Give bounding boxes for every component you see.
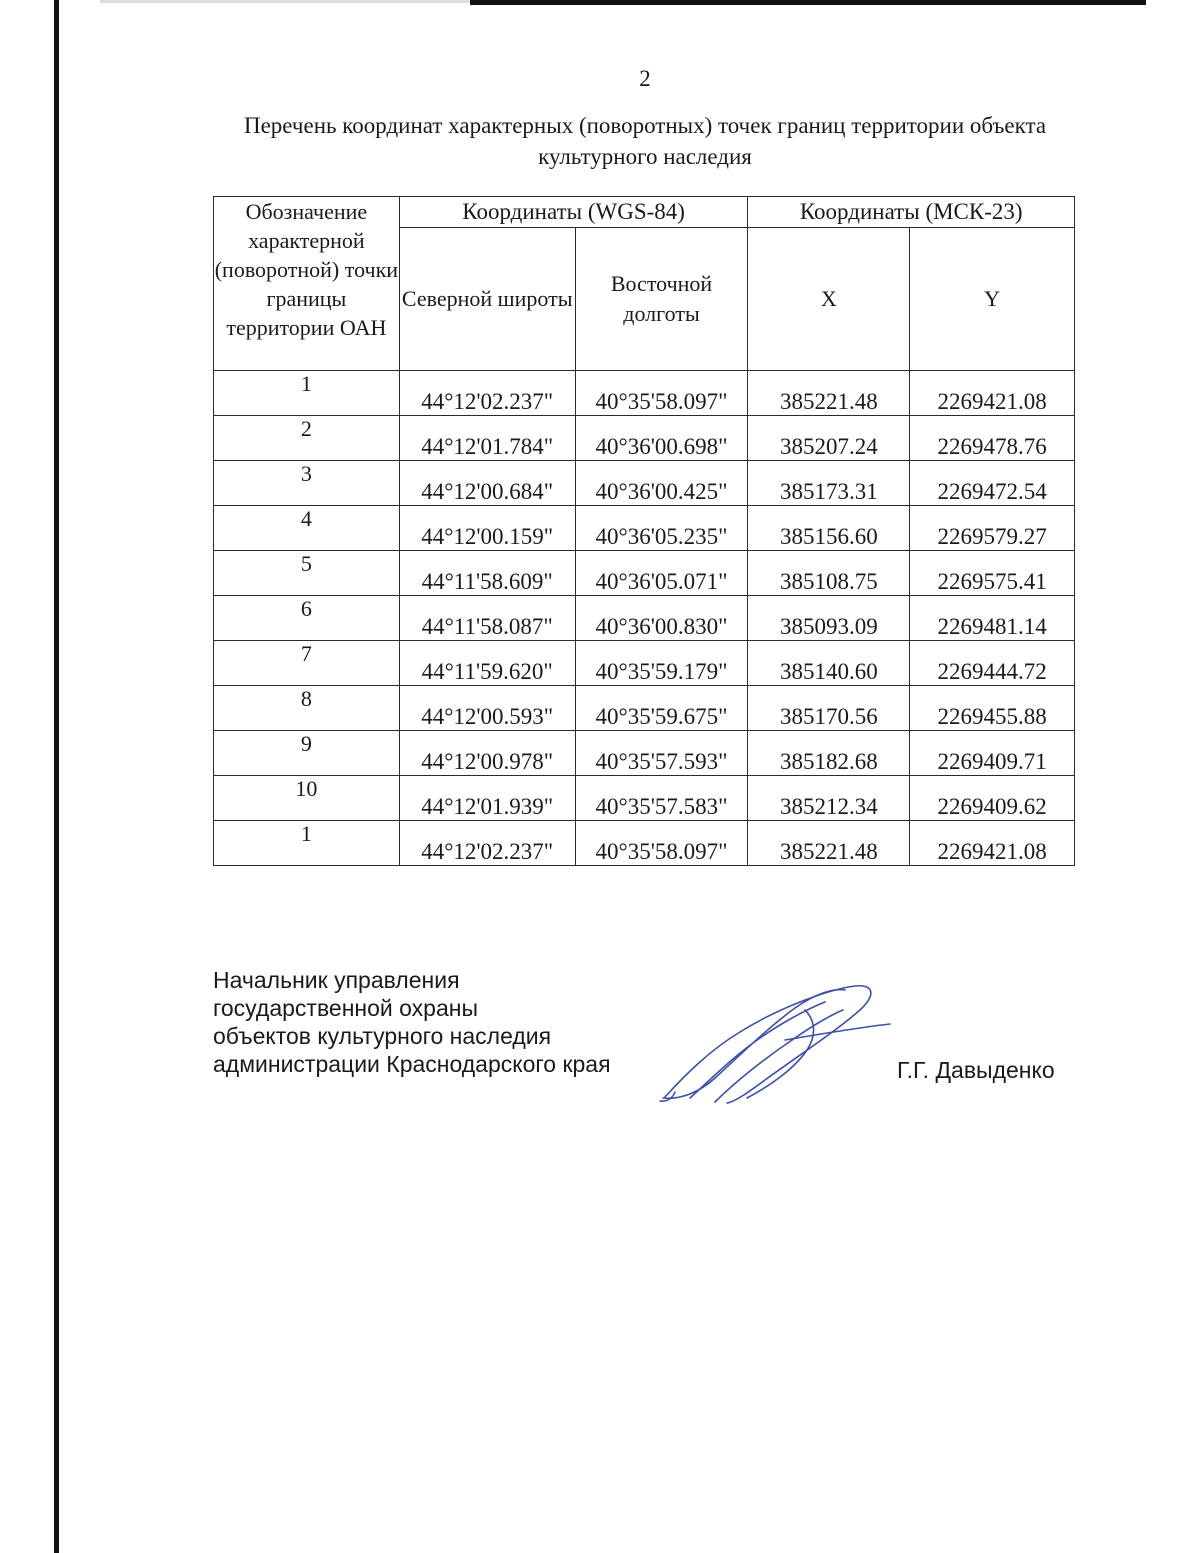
cell-x: 385108.75 [748,551,910,596]
cell-x: 385207.24 [748,416,910,461]
table-row [214,506,1075,551]
signer-position-line: государственной охраны [213,995,478,1021]
cell-north-latitude: 44°12'00.978" [399,731,575,776]
table-row [214,371,1075,416]
table-row [214,416,1075,461]
cell-x: 385140.60 [748,641,910,686]
cell-north-latitude: 44°11'58.609" [399,551,575,596]
cell-east-longitude: 40°36'00.698" [575,416,748,461]
cell-x: 385212.34 [748,776,910,821]
table-row [214,461,1075,506]
handwritten-signature [655,980,900,1110]
coordinates-table-body [214,371,1075,866]
signer-position [213,966,611,1078]
cell-point-number: 1 [214,821,400,866]
cell-x: 385170.56 [748,686,910,731]
table-row [214,641,1075,686]
table-row [214,821,1075,866]
cell-point-number: 5 [214,551,400,596]
cell-x: 385182.68 [748,731,910,776]
cell-east-longitude: 40°35'57.583" [575,776,748,821]
cell-point-number: 9 [214,731,400,776]
cell-east-longitude: 40°36'00.425" [575,461,748,506]
cell-point-number: 10 [214,776,400,821]
coordinates-table [213,196,1075,866]
cell-point-number: 2 [214,416,400,461]
cell-east-longitude: 40°35'59.179" [575,641,748,686]
cell-east-longitude: 40°35'58.097" [575,821,748,866]
signer-position-line: администрации Краснодарского края [213,1051,611,1077]
scan-top-edge [470,0,1146,5]
cell-east-longitude: 40°35'58.097" [575,371,748,416]
cell-point-number: 6 [214,596,400,641]
document-title: Перечень координат характерных (поворотных) точек границ территории объекта культурного наследия [243,113,1047,169]
cell-y: 2269421.08 [910,371,1075,416]
cell-north-latitude: 44°12'01.784" [399,416,575,461]
cell-north-latitude: 44°11'58.087" [399,596,575,641]
cell-east-longitude: 40°35'59.675" [575,686,748,731]
table-row [214,596,1075,641]
cell-x: 385221.48 [748,821,910,866]
cell-north-latitude: 44°12'00.593" [399,686,575,731]
cell-y: 2269481.14 [910,596,1075,641]
cell-y: 2269579.27 [910,506,1075,551]
header-north-latitude: Северной широты [399,228,575,371]
table-row [214,686,1075,731]
header-y: Y [910,228,1075,371]
signer-position-line: Начальник управления [213,967,460,993]
table-row [214,776,1075,821]
cell-y: 2269409.62 [910,776,1075,821]
cell-y: 2269575.41 [910,551,1075,596]
cell-y: 2269455.88 [910,686,1075,731]
cell-point-number: 7 [214,641,400,686]
header-x: X [748,228,910,371]
cell-east-longitude: 40°36'00.830" [575,596,748,641]
scan-left-edge [54,0,59,1553]
signer-position-line: объектов культурного наследия [213,1023,552,1049]
signer-name: Г.Г. Давыденко [897,1057,1055,1083]
cell-y: 2269421.08 [910,821,1075,866]
header-msk23: Координаты (МСК-23) [748,197,1075,228]
page-number: 2 [639,66,651,91]
header-wgs84: Координаты (WGS-84) [399,197,748,228]
header-point-designation: Обозначение характерной (поворотной) точки границы территории ОАН [214,197,400,371]
cell-point-number: 1 [214,371,400,416]
cell-north-latitude: 44°12'01.939" [399,776,575,821]
cell-y: 2269478.76 [910,416,1075,461]
cell-x: 385156.60 [748,506,910,551]
cell-east-longitude: 40°36'05.071" [575,551,748,596]
cell-north-latitude: 44°12'00.159" [399,506,575,551]
cell-east-longitude: 40°36'05.235" [575,506,748,551]
scan-top-edge-faint [100,0,470,3]
cell-x: 385173.31 [748,461,910,506]
cell-north-latitude: 44°12'00.684" [399,461,575,506]
table-row [214,551,1075,596]
cell-north-latitude: 44°11'59.620" [399,641,575,686]
cell-point-number: 4 [214,506,400,551]
cell-y: 2269444.72 [910,641,1075,686]
cell-x: 385221.48 [748,371,910,416]
cell-east-longitude: 40°35'57.593" [575,731,748,776]
table-row [214,731,1075,776]
header-east-longitude: Восточной долготы [575,228,748,371]
cell-north-latitude: 44°12'02.237" [399,821,575,866]
cell-north-latitude: 44°12'02.237" [399,371,575,416]
cell-y: 2269409.71 [910,731,1075,776]
cell-y: 2269472.54 [910,461,1075,506]
cell-x: 385093.09 [748,596,910,641]
cell-point-number: 8 [214,686,400,731]
cell-point-number: 3 [214,461,400,506]
